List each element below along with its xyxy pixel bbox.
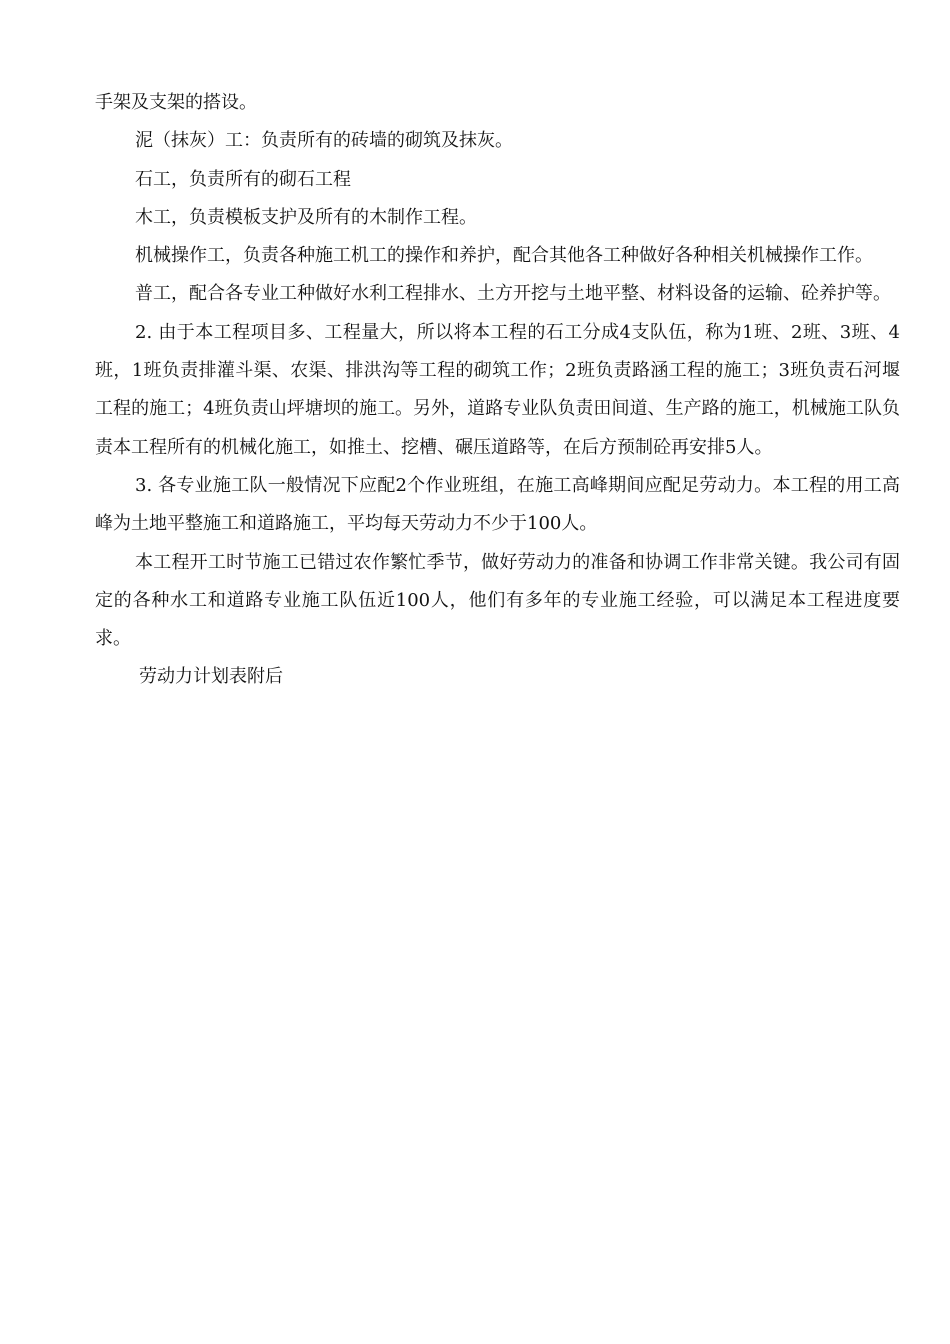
document-body xyxy=(95,84,900,697)
paragraph-machine-operator: 机械操作工，负责各种施工机工的操作和养护，配合其他各工种做好各种相关机械操作工作。 xyxy=(135,245,873,267)
paragraph-scaffold-continuation: 手架及支架的搭设。 xyxy=(95,92,257,113)
paragraph-item-2-team-division: 2. 由于本工程项目多、工程量大，所以将本工程的石工分成4支队伍，称为1班、2班、3班、4班，1班负责排灌斗渠、农渠、排洪沟等工程的砌筑工作；2班负责路涵工程的施工；3班负责石河堰工程的施工；4班负责山坪塘坝的施工。另外，道路专业队负责田间道、生产路的施工，机械施工队负责本工程所有的机械化施工，如推土、挖槽、碾压道路等，在后方预制砼再安排5人。 xyxy=(95,321,900,458)
paragraph-general-labor: 普工，配合各专业工种做好水利工程排水、土方开挖与土地平整、材料设备的运输、砼养护等。 xyxy=(135,283,891,305)
paragraph-labor-plan-note: 劳动力计划表附后 xyxy=(139,666,283,688)
paragraph-plasterer: 泥（抹灰）工：负责所有的砖墙的砌筑及抹灰。 xyxy=(135,130,513,152)
paragraph-stonemason: 石工，负责所有的砌石工程 xyxy=(135,168,351,190)
paragraph-item-3-work-groups: 3. 各专业施工队一般情况下应配2个作业班组，在施工高峰期间应配足劳动力。本工程的用工高峰为土地平整施工和道路施工，平均每天劳动力不少于100人。 xyxy=(95,474,900,535)
paragraph-labor-coordination: 本工程开工时节施工已错过农作繁忙季节，做好劳动力的准备和协调工作非常关键。我公司有固定的各种水工和道路专业施工队伍近100人，他们有多年的专业施工经验，可以满足本工程进度要求。 xyxy=(95,551,900,650)
paragraph-carpenter: 木工，负责模板支护及所有的木制作工程。 xyxy=(135,206,477,228)
